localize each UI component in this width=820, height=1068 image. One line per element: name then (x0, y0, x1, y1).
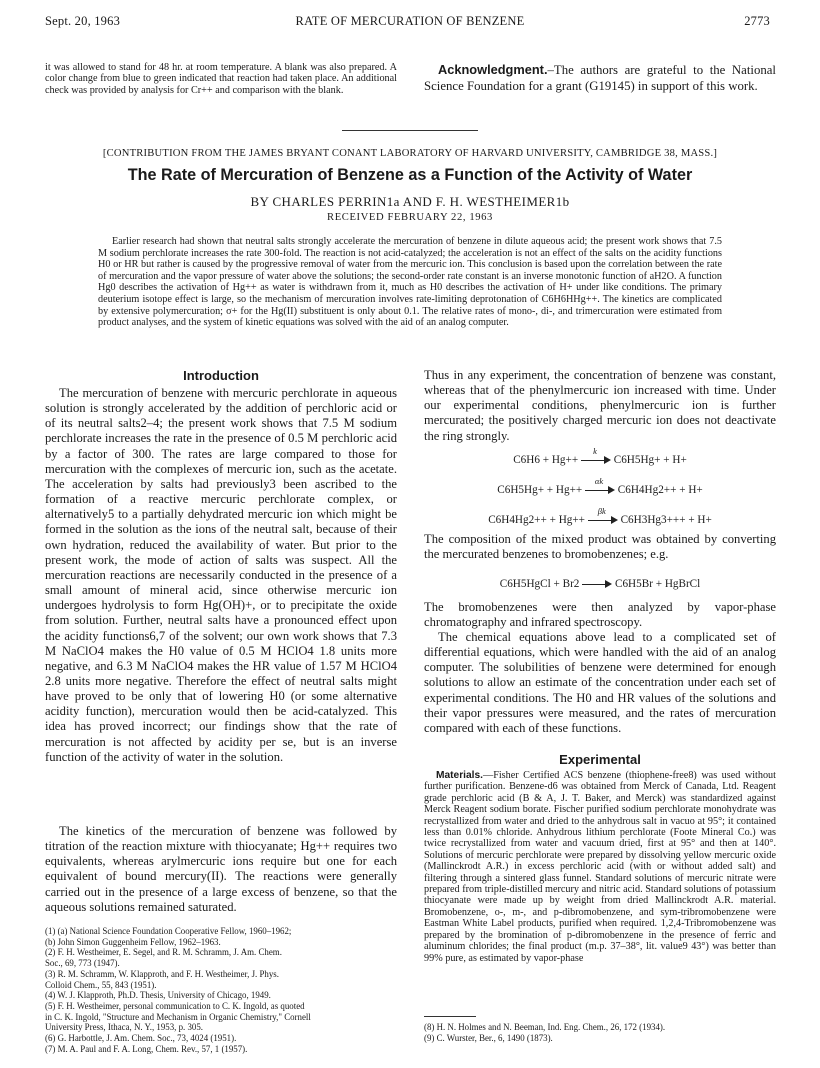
footnote-line: (2) F. H. Westheimer, E. Segel, and R. M. Schramm, J. Am. Chem. (45, 947, 282, 958)
footnote-line: (1) (a) National Science Foundation Cooperative Fellow, 1960–1962; (45, 926, 292, 936)
footnotes-right (424, 1022, 776, 1043)
materials-paragraph (424, 770, 776, 964)
footnote-line: (9) C. Wurster, Ber., 6, 1490 (1873). (424, 1032, 553, 1043)
footnote-line: (4) W. J. Klapproth, Ph.D. Thesis, University of Chicago, 1949. (45, 990, 271, 1001)
footnote-line: Colloid Chem., 55, 843 (1951). (45, 979, 157, 990)
equation-left: C6H5HgCl + Br2 (499, 578, 580, 590)
reaction-arrow-icon (588, 506, 618, 524)
footnote-line: (3) R. M. Schramm, W. Klapproth, and F. H. Westheimer, J. Phys. (45, 968, 279, 979)
rate-constant: βk (597, 506, 606, 517)
introduction-paragraph-2: The kinetics of the mercuration of benzene was followed by titration of the reaction mixture with thiocyanate; Hg++ requires two equivalents, whereas arylmercuric ions require but one for each equivalent of bound mercury(II). The reactions were generally carried out in the presence of a large excess of benzene, so that the aqueous solutions remained saturated. (45, 824, 397, 914)
page-number: 2773 (744, 14, 770, 28)
footnote-line: (7) M. A. Paul and F. A. Long, Chem. Rev., 57, 1 (1957). (45, 1043, 248, 1054)
introduction-paragraph-1: The mercuration of benzene with mercuric perchlorate in aqueous solution is strongly accelerated by the addition of perchloric acid or of its neutral salts2–4; the present work shows that 7.5 M sodium perchlorate increases the rate in the presence of 0.5 M perchloric acid by a factor of 300. The rates are large compared to those for mercuration with the complexes of mercuric ion, such as the acetate. The acceleration by salts had previously3 been ascribed to the formation of a reactive mercuric perchlorate complex, or alternatively5 to a partially dehydrated mercuric ion which might be formed in the solution as the ions of the neutral salt, because of their own hydration, reduced the availability of water. But prior to the present work, the mode of action of salts was suspect. All the mercuration reactions are necessarily conducted in the presence of a small amount of mineral acid, since otherwise mercuric ion undergoes hydrolysis to form Hg(OH)+, or to precipitate the oxide from solution. Further, neutral salts have a pronounced effect upon the acidity functions6,7 of the solvent; our own work shows that 7.3 M NaClO4 makes the H0 value of 0.5 M HClO4 1.8 units more negative, and 6.3 M NaClO4 makes the HR value of 1.57 M HClO4 2.8 units more negative. Therefore the effect of neutral salts might have proved to be only that of lowering H0 (or some alternative acidity function), mercuration would then be acid-catalyzed. This idea has proved incorrect; our findings show that the rate of mercuration is not affected by acidity per se, but is an inverse function of the activity of water in the solution. (45, 386, 397, 764)
equation-right: C6H5Hg+ + H+ (613, 454, 687, 466)
equation-1 (424, 446, 776, 466)
footnote-line: (5) F. H. Westheimer, personal communication to C. K. Ingold, as quoted (45, 1000, 305, 1011)
acknowledgment (424, 62, 776, 94)
section-divider (342, 130, 478, 131)
footnote-line: (6) G. Harbottle, J. Am. Chem. Soc., 73, 4024 (1951). (45, 1033, 237, 1044)
materials-label: Materials. (436, 770, 483, 781)
experimental-heading: Experimental (559, 752, 641, 767)
footnotes-left (45, 926, 397, 1054)
equation-left: C6H4Hg2++ + Hg++ (488, 514, 585, 526)
footnote-line: University Press, Ithaca, N. Y., 1953, p. 305. (45, 1022, 204, 1033)
article-title: The Rate of Mercuration of Benzene as a Function of the Activity of Water (127, 166, 693, 184)
introduction-heading: Introduction (183, 368, 259, 383)
footnote-line: Soc., 69, 773 (1947). (45, 958, 120, 969)
composition-paragraph: The composition of the mixed product was obtained by converting the mercurated benzenes to bromobenzenes; e.g. (424, 532, 776, 562)
equation-right: C6H3Hg3+++ + H+ (620, 514, 712, 526)
received-date: RECEIVED FEBRUARY 22, 1963 (327, 212, 493, 223)
bromination-equation (424, 578, 776, 590)
right-intro-paragraph: Thus in any experiment, the concentration of benzene was constant, whereas that of the phenylmercuric ion increased with time. Under our experimental conditions, phenylmercuric ion is further mercurated; the positively charged mercuric ion does not deactivate the ring strongly. (424, 368, 776, 443)
top-left-paragraph: it was allowed to stand for 48 hr. at room temperature. A blank was also prepared. A color change from blue to green indicated that reaction had taken place. An additional check was provided by analysis for Cr++ and comparison with the blank. (45, 62, 397, 96)
footnote-rule (424, 1016, 476, 1017)
header-date: Sept. 20, 1963 (45, 14, 121, 28)
equation-left: C6H5Hg+ + Hg++ (497, 484, 583, 496)
acknowledgment-text: –The authors are grateful to the National Science Foundation for a grant (G19145) in support of this work. (424, 63, 776, 94)
bromobenzenes-paragraph: The bromobenzenes were then analyzed by vapor-phase chromatography and infrared spectroscopy. (424, 600, 776, 630)
reaction-arrow-icon (582, 580, 612, 588)
chemical-equations-paragraph: The chemical equations above lead to a complicated set of differential equations, which were handled with the aid of an analog computer. The solubilities of benzene were determined for enough solutions to allow an estimate of the concentration under each set of experimental conditions. The H0 and HR values of the solutions and their vapor pressures were measured, and the rates of mercuration compared with each of these functions. (424, 630, 776, 735)
rate-constant: k (593, 446, 597, 457)
footnote-line: (b) John Simon Guggenheim Fellow, 1962–1963. (45, 936, 221, 947)
equation-3 (424, 506, 776, 526)
footnote-line: (8) H. N. Holmes and N. Beeman, Ind. Eng. Chem., 26, 172 (1934). (424, 1022, 666, 1032)
equation-right: C6H4Hg2++ + H+ (617, 484, 703, 496)
equation-left: C6H6 + Hg++ (513, 454, 579, 466)
running-title: RATE OF MERCURATION OF BENZENE (295, 14, 525, 28)
authors-line: BY CHARLES PERRIN1a AND F. H. WESTHEIMER1b (250, 194, 570, 209)
reaction-arrow-icon (585, 476, 615, 494)
reaction-arrow-icon (581, 446, 611, 464)
rate-constant: αk (594, 476, 604, 487)
abstract: Earlier research had shown that neutral salts strongly accelerate the mercuration of benzene in dilute aqueous acid; the present work shows that 7.5 M sodium perchlorate increases the rate 300-fold. The reaction is not acid-catalyzed; the acceleration is not an effect of the salts on the acidity functions H0 or HR but rather is caused by the progressive removal of water from the mercuric ion. This conclusion is based upon the correlation between the rate of mercuration and the vapor pressure of water above the solutions; the second-order rate constant is an inverse monotonic function of aH2O. A function Hg0 describes the activation of Hg++ as water is withdrawn from it, much as H0 describes the activation of H+ under like conditions. The primary deuterium isotope effect is large, so the mechanism of mercuration involves rate-limiting deprotonation of C6H6HHg++. The kinetics are complicated by extensive polymercuration; σ+ for the Hg(II) substituent is only about 0.1. The relative rates of mono-, di-, and trimercuration were estimated from product analyses, and the system of kinetic equations was solved with the aid of an analog computer. (98, 236, 722, 329)
equation-2 (424, 476, 776, 496)
contribution-line: [CONTRIBUTION FROM THE JAMES BRYANT CONANT LABORATORY OF HARVARD UNIVERSITY, CAMBRIDGE 38, MASS.] (102, 148, 718, 159)
materials-text: —Fisher Certified ACS benzene (thiophene-free8) was used without further purification. Benzene-d6 was obtained from Merck of Canada, Ltd. Reagent grade perchloric acid (B & A, J. T. Baker, and Merck) was standardized against Merck Reagent sodium borate. Fischer purified sodium perchlorate monohydrate was recrystallized from water and dried to the anhydrous salt in vacuo at 95°; it contained less than 0.01% chloride. Anhydrous lithium perchlorate (Foote Mineral Co.) was twice recrystallized from water and vacuum dried, first at 95° and then at 140°. Solutions of mercuric perchlorate were prepared by dissolving yellow mercuric oxide (Mallinckrodt A.R.) in excess perchloric acid (with or without added salt) and filtering through a sintered glass funnel. Standard solutions of mercuric nitrate were prepared from triple-distilled mercury and nitric acid. Standard solutions of potassium thiocyanate were made up by weight from dried Mallinckrodt A.R. material. Bromobenzene, o-, m-, and p-dibromobenzene, and sym-tribromobenzene were Eastman White Label products, purified when required. 1,2,4-Tribromobenzene was prepared by the bromination of p-dibromobenzene in the presence of ferric and aluminum chlorides; the final product (m.p. 37–38°, lit. value9 43°) was better than 99% pure, as estimated by vapor-phase (424, 770, 776, 964)
acknowledgment-heading: Acknowledgment. (438, 62, 548, 77)
equation-right: C6H5Br + HgBrCl (615, 578, 701, 590)
footnote-line: in C. K. Ingold, "Structure and Mechanism in Organic Chemistry," Cornell (45, 1011, 311, 1022)
